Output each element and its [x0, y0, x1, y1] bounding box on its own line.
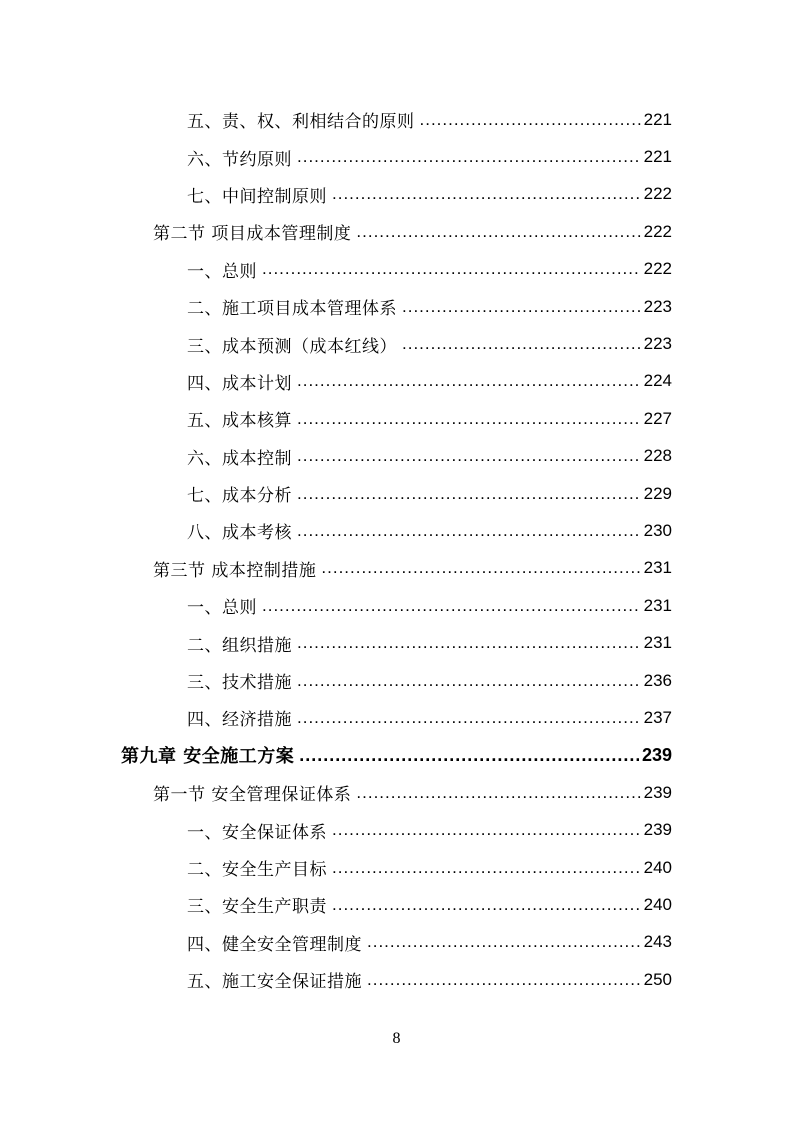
- toc-section-entry[interactable]: [0, 550, 793, 587]
- toc-entry-page-number: 222: [643, 221, 672, 241]
- toc-entry-page-number: 250: [643, 969, 672, 989]
- toc-item-entry[interactable]: [0, 662, 793, 699]
- toc-entry-title: 二、组织措施: [187, 635, 292, 656]
- toc-dot-leader: [297, 409, 641, 429]
- toc-dot-leader: [297, 371, 641, 391]
- toc-item-entry[interactable]: [0, 699, 793, 736]
- toc-dot-leader: [297, 484, 641, 504]
- toc-entry-title: 第九章 安全施工方案: [121, 746, 295, 768]
- toc-dot-leader: [297, 633, 641, 653]
- toc-entry-page-number: 222: [643, 184, 672, 204]
- toc-entry-page-number: 224: [643, 371, 672, 391]
- toc-entry-page-number: 239: [643, 782, 672, 802]
- toc-dot-leader: [332, 184, 641, 204]
- toc-entry-page-number: 228: [643, 446, 672, 466]
- toc-item-entry[interactable]: [0, 811, 793, 848]
- toc-dot-leader: [297, 708, 641, 728]
- toc-item-entry[interactable]: [0, 924, 793, 961]
- toc-entry-page-number: 227: [643, 408, 672, 428]
- toc-section-entry[interactable]: [0, 213, 793, 250]
- toc-entry-title: 七、中间控制原则: [187, 186, 327, 207]
- toc-entry-page-number: 223: [643, 296, 672, 316]
- toc-item-entry[interactable]: [0, 363, 793, 400]
- toc-dot-leader: [332, 895, 641, 915]
- toc-item-entry[interactable]: [0, 624, 793, 661]
- toc-entry-title: 第一节 安全管理保证体系: [153, 785, 352, 806]
- toc-dot-leader: [297, 446, 641, 466]
- toc-dot-leader: [367, 932, 641, 952]
- toc-dot-leader: [332, 820, 641, 840]
- toc-entry-page-number: 237: [643, 707, 672, 727]
- toc-dot-leader: [297, 147, 641, 167]
- table-of-contents: [0, 101, 793, 998]
- toc-section-entry[interactable]: [0, 774, 793, 811]
- toc-dot-leader: [321, 558, 640, 578]
- toc-entry-page-number: 221: [643, 147, 672, 167]
- toc-item-entry[interactable]: [0, 961, 793, 998]
- toc-dot-leader: [297, 521, 641, 541]
- toc-entry-title: 六、成本控制: [187, 448, 292, 469]
- toc-entry-title: 四、健全安全管理制度: [187, 934, 362, 955]
- toc-chapter-entry[interactable]: [0, 737, 793, 774]
- toc-item-entry[interactable]: [0, 400, 793, 437]
- toc-item-entry[interactable]: [0, 251, 793, 288]
- toc-entry-title: 二、施工项目成本管理体系: [187, 299, 397, 320]
- toc-item-entry[interactable]: [0, 849, 793, 886]
- toc-entry-page-number: 239: [641, 744, 672, 765]
- toc-entry-title: 五、责、权、利相结合的原则: [187, 112, 415, 133]
- toc-entry-page-number: 231: [643, 595, 672, 615]
- toc-entry-page-number: 221: [643, 109, 672, 129]
- toc-entry-title: 一、总则: [187, 598, 257, 619]
- toc-dot-leader: [262, 259, 641, 279]
- toc-dot-leader: [402, 297, 641, 317]
- toc-entry-title: 三、技术措施: [187, 673, 292, 694]
- toc-dot-leader: [356, 783, 640, 803]
- toc-entry-title: 一、总则: [187, 261, 257, 282]
- toc-entry-page-number: 230: [643, 520, 672, 540]
- toc-item-entry[interactable]: [0, 176, 793, 213]
- toc-dot-leader: [297, 671, 641, 691]
- toc-item-entry[interactable]: [0, 512, 793, 549]
- toc-item-entry[interactable]: [0, 101, 793, 138]
- toc-dot-leader: [332, 858, 641, 878]
- toc-dot-leader: [402, 334, 641, 354]
- toc-entry-page-number: 236: [643, 670, 672, 690]
- toc-item-entry[interactable]: [0, 886, 793, 923]
- toc-entry-title: 三、成本预测（成本红线）: [187, 336, 397, 357]
- toc-item-entry[interactable]: [0, 138, 793, 175]
- toc-entry-title: 六、节约原则: [187, 149, 292, 170]
- toc-entry-title: 第三节 成本控制措施: [153, 560, 317, 581]
- toc-entry-page-number: 240: [643, 894, 672, 914]
- toc-entry-title: 三、安全生产职责: [187, 897, 327, 918]
- toc-entry-title: 一、安全保证体系: [187, 822, 327, 843]
- toc-entry-title: 八、成本考核: [187, 523, 292, 544]
- toc-item-entry[interactable]: [0, 475, 793, 512]
- toc-dot-leader: [367, 970, 641, 990]
- toc-entry-page-number: 231: [643, 558, 672, 578]
- toc-item-entry[interactable]: [0, 587, 793, 624]
- toc-dot-leader: [356, 222, 640, 242]
- toc-entry-page-number: 231: [643, 633, 672, 653]
- toc-entry-page-number: 223: [643, 334, 672, 354]
- toc-entry-page-number: 243: [643, 932, 672, 952]
- toc-dot-leader: [262, 596, 641, 616]
- toc-entry-title: 四、成本计划: [187, 373, 292, 394]
- toc-entry-title: 五、施工安全保证措施: [187, 972, 362, 993]
- toc-item-entry[interactable]: [0, 288, 793, 325]
- toc-item-entry[interactable]: [0, 438, 793, 475]
- toc-entry-title: 第二节 项目成本管理制度: [153, 224, 352, 245]
- toc-dot-leader: [420, 110, 641, 130]
- page-number: 8: [392, 1030, 401, 1047]
- toc-entry-page-number: 229: [643, 483, 672, 503]
- toc-dot-leader: [299, 745, 639, 766]
- toc-entry-page-number: 240: [643, 857, 672, 877]
- toc-entry-title: 四、经济措施: [187, 710, 292, 731]
- toc-item-entry[interactable]: [0, 325, 793, 362]
- toc-entry-title: 七、成本分析: [187, 486, 292, 507]
- toc-entry-page-number: 239: [643, 820, 672, 840]
- toc-entry-title: 二、安全生产目标: [187, 860, 327, 880]
- toc-entry-title: 五、成本核算: [187, 411, 292, 432]
- toc-entry-page-number: 222: [643, 259, 672, 279]
